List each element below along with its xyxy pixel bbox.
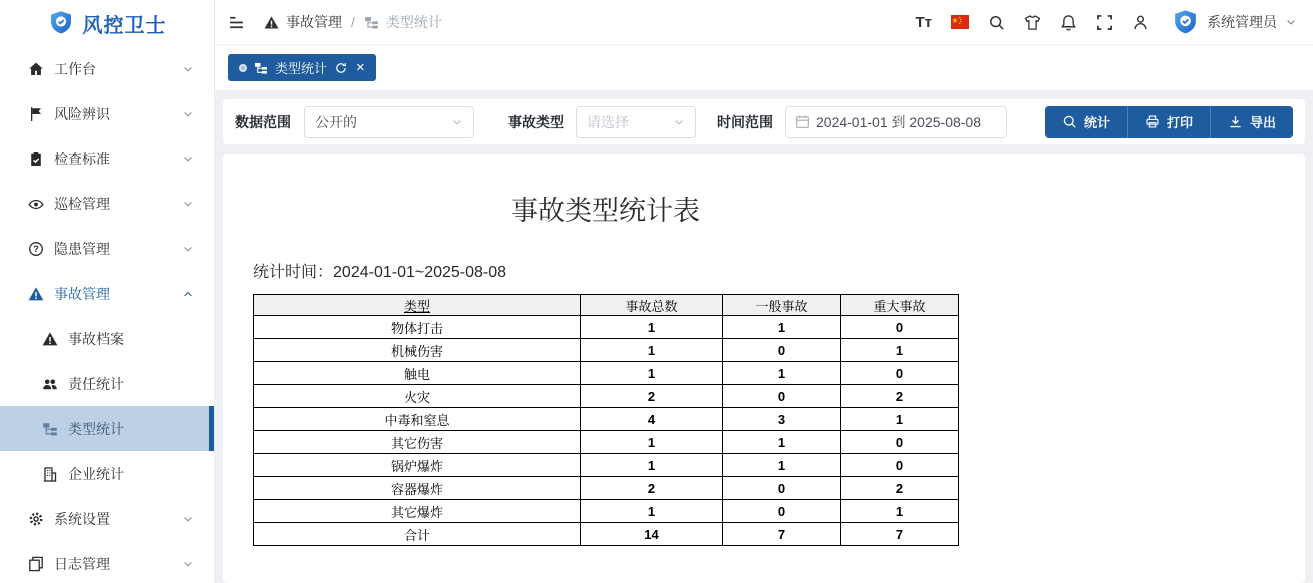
data-scope-select[interactable]	[304, 106, 474, 138]
table-row	[254, 477, 959, 500]
cell-major: 2	[841, 385, 959, 408]
sidebar-item-log-mgmt[interactable]	[0, 541, 214, 583]
sidebar-item-label: 事故管理	[54, 285, 110, 302]
main-area	[215, 0, 1313, 583]
home-icon	[28, 61, 44, 77]
gear-icon	[28, 511, 44, 527]
cell-type: 锅炉爆炸	[254, 454, 581, 477]
sidebar-item-label: 责任统计	[68, 375, 124, 392]
sidebar	[0, 0, 215, 583]
cell-general: 7	[723, 523, 841, 546]
chevron-down-icon	[182, 198, 194, 210]
sidebar-item-hazard[interactable]	[0, 226, 214, 271]
eye-icon	[28, 196, 44, 212]
users-icon	[42, 376, 58, 392]
topbar-actions	[915, 9, 1297, 36]
stat-time-value: 2024-01-01~2025-08-08	[333, 264, 507, 281]
accident-type-select[interactable]	[576, 106, 696, 138]
brand-title: 风控卫士	[82, 14, 167, 37]
calendar-icon	[795, 114, 810, 129]
print-button[interactable]	[1127, 106, 1210, 138]
cell-total: 2	[581, 385, 723, 408]
cell-general: 1	[723, 362, 841, 385]
cell-major: 0	[841, 316, 959, 339]
time-range-label: 时间范围	[717, 113, 773, 130]
cell-major: 1	[841, 408, 959, 431]
sidebar-item-label: 日志管理	[54, 555, 110, 572]
sidebar-item-label: 隐患管理	[54, 240, 110, 257]
sitemap-icon	[42, 421, 58, 437]
cell-general: 3	[723, 408, 841, 431]
time-range-input[interactable]	[785, 106, 1007, 138]
printer-icon	[1145, 114, 1160, 129]
cell-type: 火灾	[254, 385, 581, 408]
cell-major: 0	[841, 362, 959, 385]
table-row	[254, 316, 959, 339]
cell-major: 7	[841, 523, 959, 546]
warning-triangle-icon	[28, 286, 44, 302]
breadcrumb-separator: /	[351, 14, 355, 30]
sitemap-icon	[254, 61, 268, 75]
sidebar-item-risk-identify[interactable]	[0, 91, 214, 136]
warning-triangle-icon	[264, 15, 279, 30]
stat-button-label: 统计	[1083, 115, 1110, 130]
cell-general: 0	[723, 500, 841, 523]
cell-total: 1	[581, 339, 723, 362]
breadcrumb-section[interactable]: 事故管理	[286, 14, 342, 30]
tabbar	[215, 45, 1313, 90]
cell-total: 1	[581, 500, 723, 523]
cell-total: 1	[581, 454, 723, 477]
theme-shirt-icon[interactable]	[1024, 14, 1041, 31]
cell-major: 1	[841, 339, 959, 362]
sidebar-menu	[0, 46, 214, 583]
time-range-value: 2024-01-01 到 2025-08-08	[816, 113, 982, 130]
svg-text:?: ?	[33, 243, 39, 254]
table-total-row	[254, 523, 959, 546]
sidebar-item-inspection[interactable]	[0, 181, 214, 226]
table-row	[254, 454, 959, 477]
cell-total: 14	[581, 523, 723, 546]
question-circle-icon	[28, 241, 44, 257]
sidebar-item-label: 类型统计	[68, 420, 124, 437]
cell-type: 中毒和窒息	[254, 408, 581, 431]
cell-type: 机械伤害	[254, 339, 581, 362]
report-title: 事故类型统计表	[511, 196, 700, 226]
chevron-down-icon	[182, 63, 194, 75]
chevron-down-icon	[182, 108, 194, 120]
sidebar-item-label: 系统设置	[54, 510, 110, 527]
tab-dot-icon	[239, 64, 247, 72]
chevron-down-icon	[1285, 16, 1297, 28]
flag-icon	[28, 106, 44, 122]
chevron-down-icon	[182, 243, 194, 255]
chevron-up-icon	[182, 288, 194, 300]
sidebar-item-accident-archive[interactable]	[0, 316, 214, 361]
close-icon[interactable]: ×	[356, 59, 365, 76]
action-button-group	[1045, 106, 1293, 138]
data-scope-label: 数据范围	[235, 113, 291, 130]
cell-general: 0	[723, 339, 841, 362]
cell-total: 2	[581, 477, 723, 500]
search-icon	[1062, 114, 1077, 129]
accident-type-label: 事故类型	[508, 113, 564, 130]
cell-major: 1	[841, 500, 959, 523]
breadcrumb-page: 类型统计	[385, 14, 442, 30]
filter-bar	[223, 99, 1305, 144]
sidebar-item-workbench[interactable]	[0, 46, 214, 91]
sidebar-item-label: 巡检管理	[54, 195, 110, 212]
brand-logo	[0, 0, 214, 46]
user-menu[interactable]	[1172, 9, 1297, 36]
workspace	[215, 90, 1313, 583]
sidebar-item-label: 事故档案	[68, 330, 124, 347]
clipboard-check-icon	[28, 151, 44, 167]
search-icon[interactable]	[988, 14, 1005, 31]
sidebar-item-label: 企业统计	[68, 465, 124, 482]
col-header-total: 事故总数	[581, 295, 723, 316]
export-button-label: 导出	[1249, 115, 1276, 130]
cell-total: 4	[581, 408, 723, 431]
tab-type-stats[interactable]	[228, 54, 376, 81]
sidebar-item-check-standard[interactable]	[0, 136, 214, 181]
data-scope-value: 公开的	[315, 113, 357, 130]
menu-fold-icon[interactable]	[228, 14, 245, 31]
cell-general: 1	[723, 431, 841, 454]
cell-general: 1	[723, 316, 841, 339]
cell-total: 1	[581, 316, 723, 339]
cell-type: 其它爆炸	[254, 500, 581, 523]
cell-major: 0	[841, 431, 959, 454]
chevron-down-icon	[182, 153, 194, 165]
language-flag-icon[interactable]	[951, 15, 969, 29]
breadcrumb	[264, 12, 442, 32]
export-button[interactable]	[1210, 106, 1293, 138]
sidebar-item-enterprise-stats[interactable]	[0, 451, 214, 496]
warning-triangle-icon	[42, 331, 58, 347]
cell-type: 其它伤害	[254, 431, 581, 454]
cell-type: 物体打击	[254, 316, 581, 339]
table-row	[254, 408, 959, 431]
cell-general: 0	[723, 385, 841, 408]
col-header-type[interactable]: 类型	[254, 295, 581, 316]
sitemap-icon	[364, 15, 379, 30]
report-card	[223, 154, 1305, 583]
chevron-down-icon	[673, 116, 685, 128]
chevron-down-icon	[182, 513, 194, 525]
cell-general: 0	[723, 477, 841, 500]
table-row	[254, 431, 959, 454]
sidebar-item-label: 工作台	[54, 60, 96, 77]
bell-icon[interactable]	[1060, 14, 1077, 31]
cell-major: 0	[841, 454, 959, 477]
sidebar-item-type-stats[interactable]	[0, 406, 214, 451]
avatar-shield-icon	[1172, 9, 1199, 36]
refresh-icon[interactable]	[334, 61, 348, 75]
report	[253, 189, 958, 546]
stat-button[interactable]	[1045, 106, 1127, 138]
accident-type-placeholder: 请选择	[587, 113, 629, 130]
tab-label: 类型统计	[275, 61, 328, 76]
building-icon	[42, 466, 58, 482]
chevron-down-icon	[451, 116, 463, 128]
user-icon[interactable]	[1132, 14, 1149, 31]
fullscreen-icon[interactable]	[1096, 14, 1113, 31]
cell-major: 2	[841, 477, 959, 500]
cell-general: 1	[723, 454, 841, 477]
sidebar-item-responsibility-stats[interactable]	[0, 361, 214, 406]
cell-type: 触电	[254, 362, 581, 385]
col-header-general: 一般事故	[723, 295, 841, 316]
shield-logo-icon	[48, 10, 74, 36]
download-icon	[1228, 114, 1243, 129]
cell-total: 1	[581, 431, 723, 454]
sidebar-item-system-settings[interactable]	[0, 496, 214, 541]
font-size-icon[interactable]: Tт	[915, 13, 932, 31]
sidebar-item-accident-mgmt[interactable]	[0, 271, 214, 316]
sidebar-item-label: 风险辨识	[54, 105, 110, 122]
cell-type: 合计	[254, 523, 581, 546]
topbar	[215, 0, 1313, 45]
col-header-major: 重大事故	[841, 295, 959, 316]
accident-type-table	[253, 294, 959, 546]
stat-time-line	[253, 259, 958, 282]
table-row	[254, 500, 959, 523]
username: 系统管理员	[1207, 14, 1277, 30]
table-row	[254, 385, 959, 408]
stat-time-label: 统计时间：	[253, 264, 334, 281]
cell-total: 1	[581, 362, 723, 385]
chevron-down-icon	[182, 558, 194, 570]
table-header-row	[254, 295, 959, 316]
table-row	[254, 339, 959, 362]
sidebar-item-label: 检查标准	[54, 150, 110, 167]
logs-icon	[28, 556, 44, 572]
print-button-label: 打印	[1166, 115, 1193, 130]
cell-type: 容器爆炸	[254, 477, 581, 500]
table-row	[254, 362, 959, 385]
